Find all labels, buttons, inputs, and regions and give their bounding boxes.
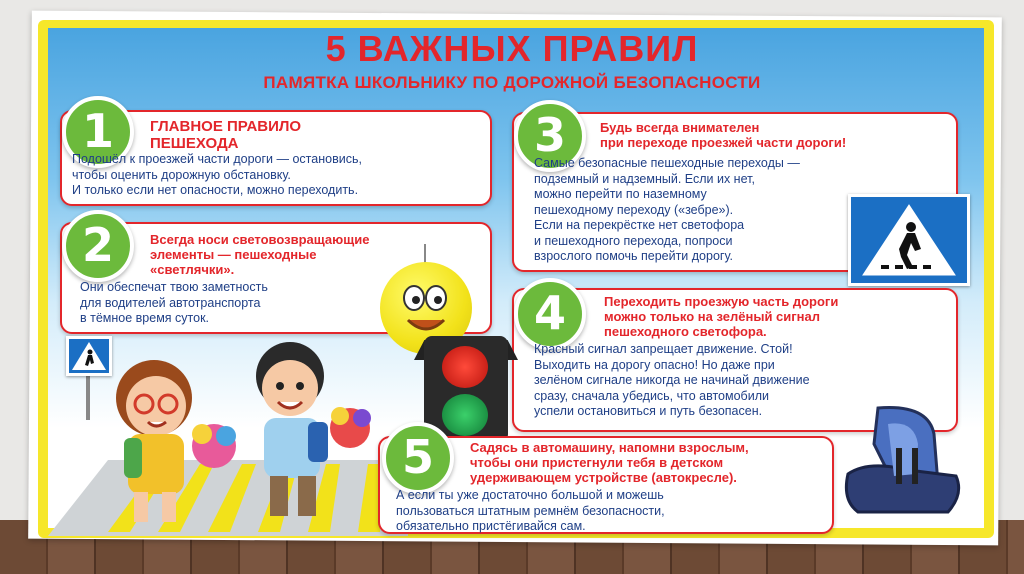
rule-4-heading: Переходить проезжую часть дороги можно только на зелёный сигнал пешеходного светофора.	[604, 294, 839, 339]
rule-1-heading: ГЛАВНОЕ ПРАВИЛО ПЕШЕХОДА	[150, 118, 302, 152]
rule-2-number: 2	[62, 210, 134, 282]
rule-3-number: 3	[514, 100, 586, 172]
poster-subtitle: ПАМЯТКА ШКОЛЬНИКУ ПО ДОРОЖНОЙ БЕЗОПАСНОСТИ	[263, 73, 761, 92]
rule-5-number: 5	[382, 422, 454, 494]
rule-4-text: Красный сигнал запрещает движение. Стой! Выходить на дорогу опасно! Но даже при зелёном сигнале никогда не начинай движение сразу, сначала убедись, что автомобили успели остановиться и путь безопасен.	[534, 342, 810, 418]
rule-1-number: 1	[62, 96, 134, 168]
rule-5-text: А если ты уже достаточно большой и можешь пользоваться штатным ремнём безопасности, обязательно пристёгивайся сам.	[396, 488, 665, 533]
traffic-light-icon	[424, 336, 508, 442]
rule-3-heading: Будь всегда внимателен при переходе проезжей части дороги!	[600, 120, 847, 150]
poster-title: 5 ВАЖНЫХ ПРАВИЛ	[325, 28, 699, 69]
rule-1-text: Подошёл к проезжей части дороги — остановись, чтобы оценить дорожную обстановку. И только если нет опасности, можно переходить.	[72, 152, 362, 197]
children-illustration	[94, 336, 394, 528]
rule-2-heading: Всегда носи световозвращающие элементы — пешеходные «светлячки».	[150, 232, 370, 277]
rule-5-heading: Садясь в автомашину, напомни взрослым, чтобы они пристегнули тебя в детском удерживающем устройстве (автокресле).	[470, 440, 749, 485]
red-signal-lamp	[442, 346, 488, 388]
rule-2-text: Они обеспечат твою заметность для водителей автотранспорта в тёмное время суток.	[80, 280, 268, 325]
rule-4-number: 4	[514, 278, 586, 350]
pedestrian-crossing-sign-icon	[848, 194, 970, 286]
child-car-seat-icon	[838, 404, 966, 522]
rule-3-text: Самые безопасные пешеходные переходы — подземный и надземный. Если их нет, можно перейти по наземному пешеходному переходу («зебре»). Если на перекрёстке нет светофора и пешеходного перехода, попроси взрослого помочь перейти дорогу.	[534, 156, 800, 263]
green-signal-lamp	[442, 394, 488, 436]
